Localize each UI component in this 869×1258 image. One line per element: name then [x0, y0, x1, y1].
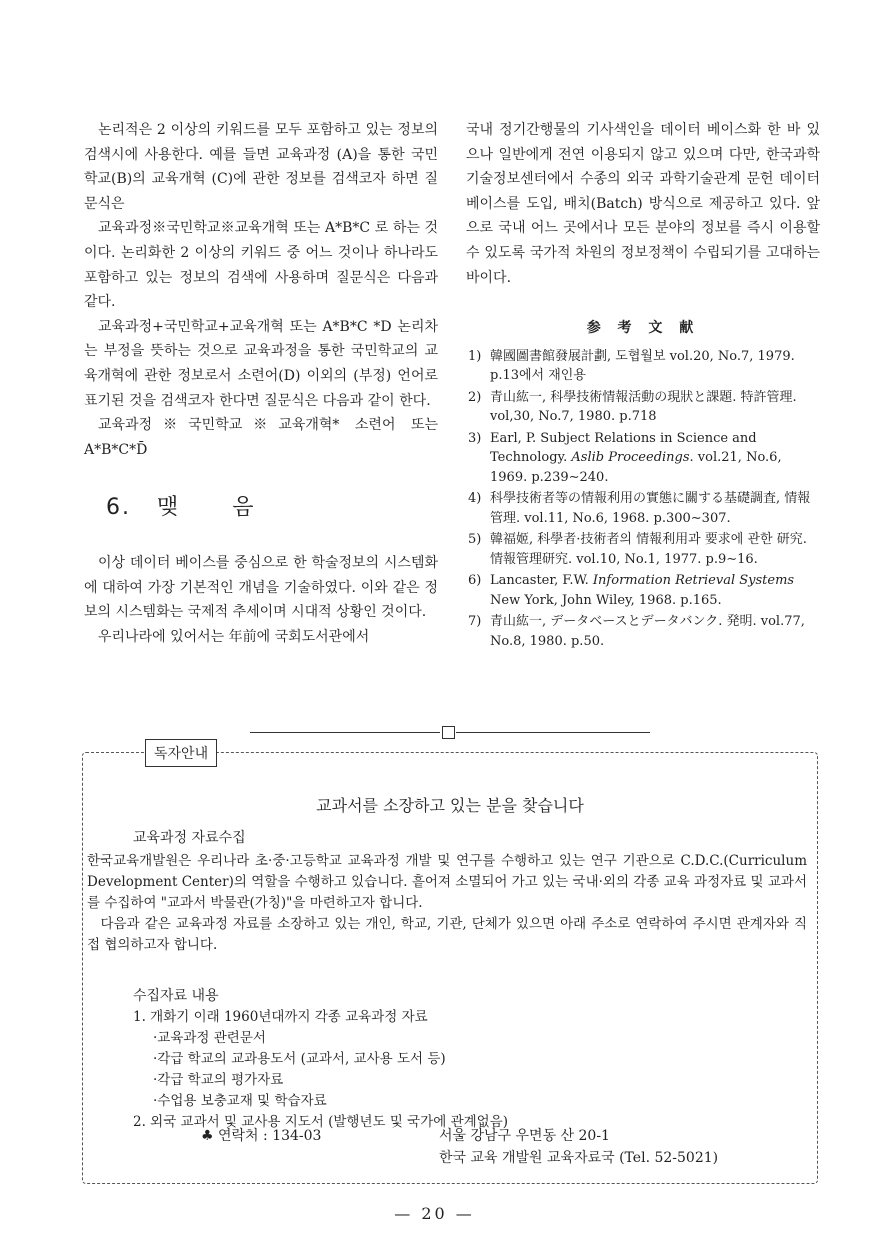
section-number: 6.: [106, 495, 131, 521]
reference-item: 6) Lancaster, F.W. Information Retrieval Systems New York, John Wiley, 1968. p.165.: [468, 573, 795, 608]
reference-item: 4) 科學技術者等の情報利用の實態に關する基礎調査, 情報管理. vol.11, No.6, 1968. p.300∼307.: [468, 491, 811, 526]
paragraph: 이상 데이터 베이스를 중심으로 한 학술정보의 시스템화에 대하여 가장 기본적인 개념을 기술하였다. 이와 같은 정보의 시스템화는 국제적 추세이며 시대적 상황인 것이다.: [84, 554, 438, 621]
notice-title: 교과서를 소장하고 있는 분을 찾습니다: [316, 796, 584, 815]
section-divider: [250, 726, 650, 738]
paragraph: 교육과정+국민학교+교육개혁 또는 A*B*C *D 논리차는 부정을 뜻하는 것으로 교육과정을 통한 국민학교의 교육개혁에 관한 정보로서 소련어(D) 이외의 (부정) 언어로 표기된 것을 검색코자 한다면 질문식은 다음과 같이 한다.: [84, 318, 438, 409]
items-title: 수집자료 내용: [133, 988, 219, 1004]
reference-item: 1) 韓國圖書館發展計劃, 도협월보 vol.20, No.7, 1979. p.13에서 재인용: [468, 348, 795, 384]
address-line: 서울 강남구 우면동 산 20-1: [439, 1128, 610, 1144]
notice-paragraph: 다음과 같은 교육과정 자료를 소장하고 있는 개인, 학교, 기관, 단체가 있으면 아래 주소로 연락하여 주시면 관계자와 직접 협의하고자 합니다.: [87, 916, 807, 953]
left-column: [84, 118, 438, 649]
paragraph: 우리나라에 있어서는 年前에 국회도서관에서: [98, 628, 370, 645]
paragraph: 논리적은 2 이상의 키워드를 모두 포함하고 있는 정보의 검색시에 사용한다. 예를 들면 교육과정 (A)을 통한 국민학교(B)의 교육개혁 (C)에 관한 정보를 검색코자 하면 질문식은: [84, 122, 438, 212]
list-item: 2. 외국 교과서 및 교사용 지도서 (발행년도 및 국가에 관계없음): [133, 1114, 509, 1130]
section-title-part: 음: [232, 495, 256, 521]
list-item: ·교육과정 관련문서: [153, 1030, 266, 1046]
list-item: ·각급 학교의 교과용도서 (교과서, 교사용 도서 등): [153, 1051, 446, 1067]
reference-item: 2) 青山紘一, 科學技術情報活動の現狀と課題. 特許管理. vol,30, No.7, 1980. p.718: [468, 389, 797, 425]
notice-subtitle: 교육과정 자료수집: [133, 830, 246, 846]
list-item: ·수업용 보충교재 및 학습자료: [153, 1093, 327, 1109]
right-column: [466, 118, 820, 653]
reader-notice-box: [82, 746, 818, 1184]
reference-item: 7) 青山紘一, データベースとデータバンク. 発明. vol.77, No.8, 1980. p.50.: [468, 614, 805, 649]
reference-item: 5) 韓福姬, 科學者·技術者의 情報利用과 要求에 관한 研究. 情報管理研究. vol.10, No.1, 1977. p.9∼16.: [468, 532, 807, 567]
reference-item: 3) Earl, P. Subject Relations in Science and Technology. Aslib Proceedings. vol.21, No.6, 1969. p.239∼240.: [468, 430, 782, 485]
notice-body: [87, 851, 807, 956]
collection-items-list: [133, 1007, 793, 1133]
address-line: 한국 교육 개발원 교육자료국 (Tel. 52-5021): [439, 1150, 719, 1166]
paragraph: 국내 정기간행물의 기사색인을 데이터 베이스화 한 바 있으나 일반에게 전연 이용되지 않고 있으며 다만, 한국과학기술정보센터에서 수종의 외국 과학기술관계 문헌 데이터 베이스를 도입, 배치(Batch) 방식으로 제공하고 있다. 앞으로 국내 어느 곳에서나 모든 분야의 정보를 즉시 이용할 수 있도록 국가적 차원의 정보정책이 수립되기를 고대하는 바이다.: [466, 122, 820, 286]
notice-tab-label: 독자안내: [145, 739, 217, 767]
references-title: 参 考 文 献: [586, 320, 700, 337]
list-item: ·각급 학교의 평가자료: [153, 1072, 284, 1088]
paragraph: 교육과정※국민학교※교육개혁 또는 A*B*C 로 하는 것이다. 논리화한 2 이상의 키워드 중 어느 것이나 하나라도 포함하고 있는 정보의 검색에 사용하며 질문식은 다음과 같다.: [84, 220, 438, 311]
notice-paragraph: 한국교육개발원은 우리나라 초·중·고등학교 교육과정 개발 및 연구를 수행하고 있는 연구 기관으로 C.D.C.(Curriculum Development Center)의 역할을 수행하고 있습니다. 흩어져 소멸되어 가고 있는 국내·외의 각종 교육 과정자료 및 교과서를 수집하여 "교과서 박물관(가칭)"을 마련하고자 합니다.: [87, 853, 807, 911]
contact-label: ♣ 연락처 : 134-03: [201, 1128, 322, 1144]
references-list: [466, 347, 820, 652]
divider-square-icon: [442, 726, 455, 739]
page-number: — 20 —: [394, 1204, 475, 1223]
section-title-part: 맺: [157, 495, 181, 521]
formula-paragraph: 교육과정※국민학교※교육개혁* 소련어 또는 A*B*C*D̄: [84, 417, 438, 458]
list-item: 1. 개화기 이래 1960년대까지 각종 교육과정 자료: [133, 1009, 428, 1025]
section-heading: [106, 496, 438, 521]
